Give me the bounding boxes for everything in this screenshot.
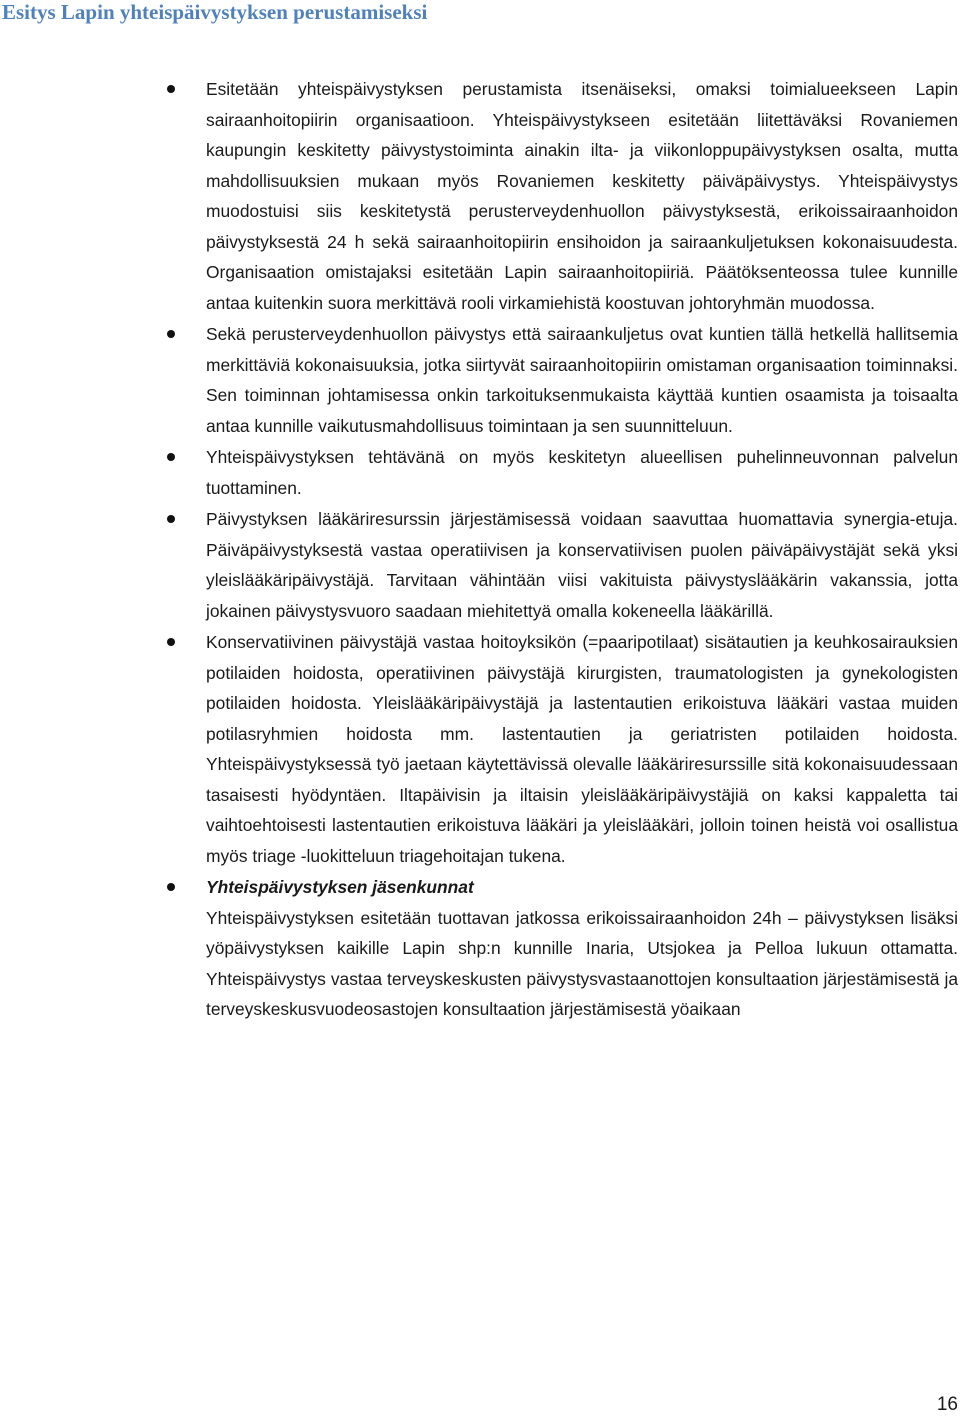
list-item (160, 74, 958, 318)
paragraph-text: Sekä perusterveydenhuollon päivystys että sairaankuljetus ovat kuntien tällä hetkellä hallitsemia merkittäviä kokonaisuuksia, jotka siirtyvät sairaanhoitopiirin omistaman organisaation toiminnaksi. Sen toiminnan johtamisessa onkin tarkoituksenmukaista käyttää kuntien osaamista ja toisaalta antaa kunnille vaikutusmahdollisuus toimintaan ja sen suunnitteluun. (206, 324, 958, 436)
bullet-dot-icon (167, 85, 175, 93)
list-item (160, 872, 958, 1025)
paragraph-text: Päivystyksen lääkäriresurssin järjestämisessä voidaan saavuttaa huomattavia synergia-etuja. Päiväpäivystyksestä vastaa operatiivisen ja konservatiivisen puolen päiväpäivystäjät sekä yksi yleislääkäripäivystäjä. Tarvitaan vähintään viisi vakituista päivystyslääkärin vakanssia, jotta jokainen päivystysvuoro saadaan miehitettyä omalla kokeneella lääkärillä. (206, 509, 958, 621)
page-number: 16 (936, 1394, 958, 1415)
paragraph-text: Konservatiivinen päivystäjä vastaa hoitoyksikön (=paaripotilaat) sisätautien ja keuhkosairauksien potilaiden hoidosta, operatiivinen päivystäjä kirurgisten, traumatologisten ja gynekologisten potilaiden hoidosta. Yleislääkäripäivystäjä ja lastentautien erikoistuva lääkäri vastaa muiden potilasryhmien hoidosta mm. lastentautien ja geriatristen potilaiden hoidosta. Yhteispäivystyksessä työ jaetaan käytettävissä olevalle lääkäriresurssille sitä kokonaisuudessaan tasaisesti hyödyntäen. Iltapäivisin ja iltaisin yleislääkäripäivystäjiä on kaksi kappaletta tai vaihtoehtoisesti lastentautien erikoistuva lääkäri ja yleislääkäri, jolloin toinen heistä voi osallistua myös triage -luokitteluun triagehoitajan tukena. (206, 632, 958, 866)
document-header-title: Esitys Lapin yhteispäivystyksen perustamiseksi (2, 0, 428, 24)
bullet-dot-icon (167, 638, 175, 646)
list-item (160, 442, 958, 503)
section-heading: Yhteispäivystyksen jäsenkunnat (206, 877, 474, 897)
paragraph-text: Esitetään yhteispäivystyksen perustamista itsenäiseksi, omaksi toimialueekseen Lapin sairaanhoitopiirin organisaatioon. Yhteispäivystykseen esitetään liitettäväksi Rovaniemen kaupungin keskitetty päivystystoiminta ainakin ilta- ja viikonloppupäivystyksen osalta, mutta mahdollisuuksien mukaan myös Rovaniemen keskitetty päiväpäivystys. Yhteispäivystys muodostuisi siis keskitetystä perusterveydenhuollon päivystyksestä, erikoissairaanhoidon päivystyksestä 24 h sekä sairaanhoitopiirin ensihoidon ja sairaankuljetuksen kokonaisuudesta. Organisaation omistajaksi esitetään Lapin sairaanhoitopiiriä. Päätöksenteossa tulee kunnille antaa kuitenkin suora merkittävä rooli virkamiehistä koostuvan johtoryhmän muodossa. (206, 79, 958, 313)
list-item (160, 319, 958, 441)
list-item (160, 504, 958, 626)
paragraph-text: Yhteispäivystyksen tehtävänä on myös keskitetyn alueellisen puhelinneuvonnan palvelun tuottaminen. (206, 447, 958, 498)
bullet-list (160, 74, 958, 1025)
bullet-dot-icon (167, 883, 175, 891)
list-item (160, 627, 958, 871)
bullet-dot-icon (167, 453, 175, 461)
bullet-dot-icon (167, 515, 175, 523)
paragraph-text: Yhteispäivystyksen esitetään tuottavan jatkossa erikoissairaanhoidon 24h – päivystyksen lisäksi yöpäivystyksen kaikille Lapin shp:n kunnille Inaria, Utsjokea ja Pelloa lukuun ottamatta. Yhteispäivystys vastaa terveyskeskusten päivystysvastaanottojen konsultaation järjestämisestä ja terveyskeskusvuodeosastojen konsultaation järjestämisestä yöaikaan (206, 907, 958, 1019)
document-body (160, 74, 958, 1026)
bullet-dot-icon (167, 330, 175, 338)
